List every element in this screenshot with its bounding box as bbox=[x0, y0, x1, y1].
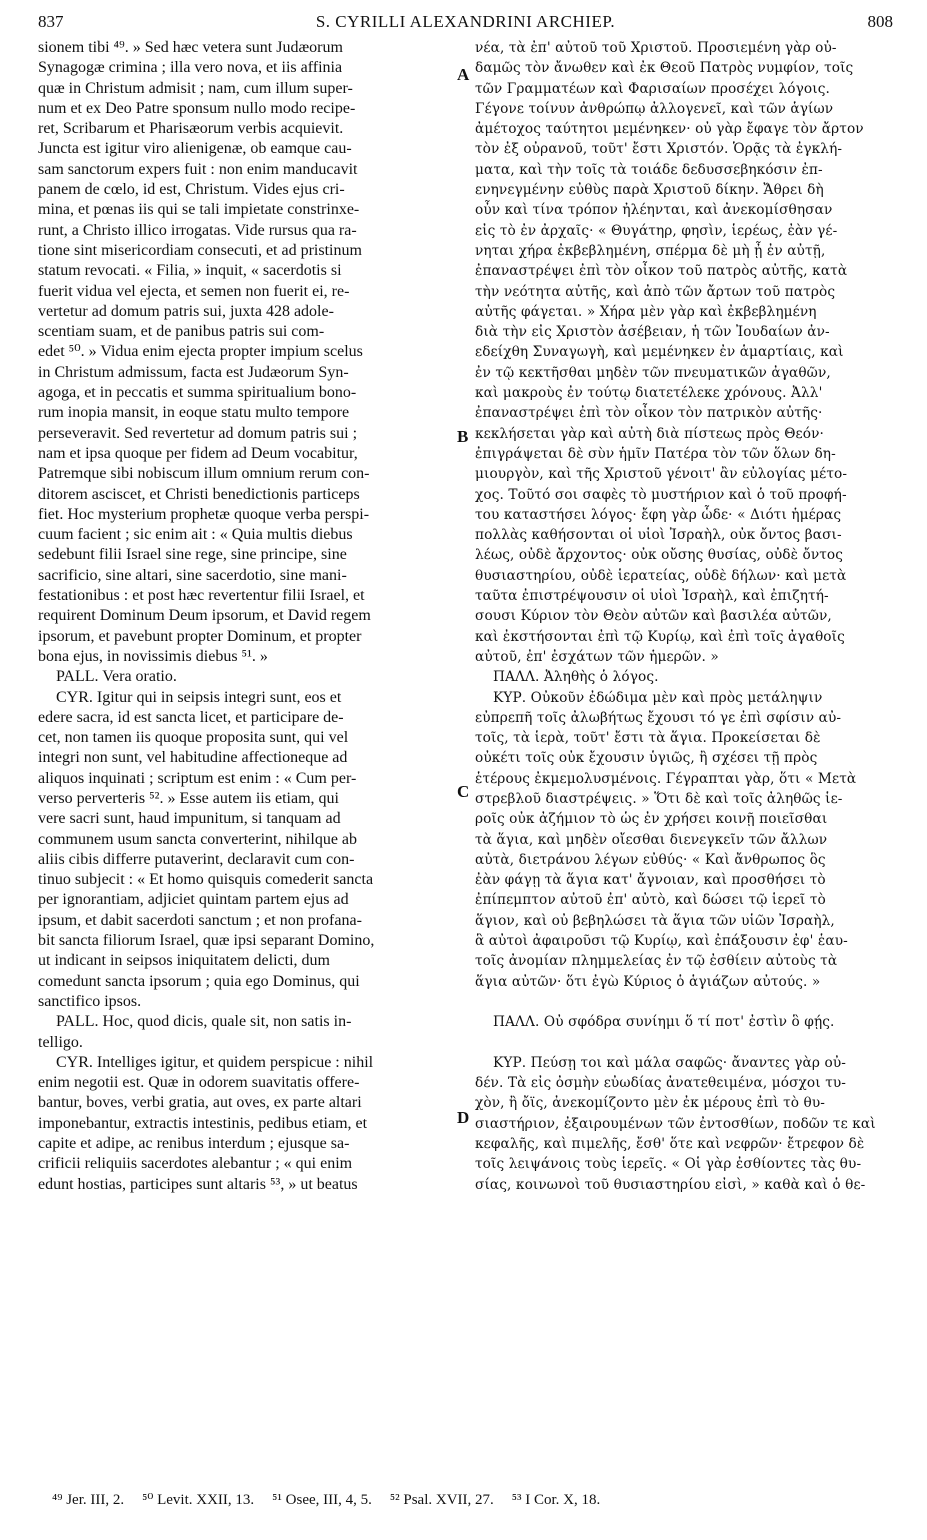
text-line: aliis cibis differre putaverint, declaravit cum con- bbox=[38, 850, 355, 868]
text-line: CYR. Intelliges igitur, et quidem perspicue : nihil bbox=[56, 1053, 374, 1071]
text-line: λέως, οὐδὲ ἄρχοντος· οὐκ οὔσης θυσίας, οὐδὲ ὄντος bbox=[475, 547, 844, 564]
text-line: τὰ ἅγια, καὶ μηδὲν οἴεσθαι διενεγκεῖν τῶν ἄλλων bbox=[475, 831, 828, 848]
text-line: ροῖς οὐκ ἀζήμιον τὸ ὡς ἐν χρήσει κοινῇ ποιεῖσθαι bbox=[475, 811, 828, 828]
text-line: tione sint misericordiam consecuti, et ad pristinum bbox=[38, 241, 362, 259]
text-line: Synagogæ crimina ; illa vero nova, et iis affinia bbox=[38, 59, 343, 77]
text-line: νέα, τὰ ἐπ' αὐτοῦ τοῦ Χριστοῦ. Προσιεμένη γὰρ οὐ- bbox=[475, 40, 837, 56]
page-header bbox=[38, 12, 893, 38]
text-line: ἐπαναστρέψει ἐπὶ τὸν οἶκον τοῦ πατρὸς αὐτῆς, κατὰ bbox=[475, 263, 848, 280]
text-line: verso perverteris ⁵². » Esse autem iis etiam, qui bbox=[38, 789, 339, 807]
text-line: πολλὰς καθήσονται οἱ υἱοὶ Ἰσραὴλ, οὐκ ὄντος βασι- bbox=[475, 527, 842, 544]
footnote: ⁵¹ Osee, III, 4, 5. bbox=[272, 1492, 372, 1508]
text-line: ipsorum, et pavebunt propter Dominum, et propter bbox=[38, 627, 362, 645]
text-line: αὐτοῦ, ἐπ' ἐσχάτων τῶν ἡμερῶν. » bbox=[475, 648, 719, 665]
text-line: sacrificio, sine altari, sine sacerdotio, sine mani- bbox=[38, 566, 347, 584]
text-line: ματα, καὶ τὴν τοῖς τὰ τοιάδε δεδυσσεβηκόσιν ἐπ- bbox=[475, 161, 823, 178]
text-line: per ignorantiam, adjiciet quintam partem ejus ad bbox=[38, 891, 349, 909]
text-line: CYR. Igitur qui in seipsis integri sunt, eos et bbox=[56, 688, 342, 706]
text-line: αὐτὰ, διετράνου λέγων εὐθύς· « Καὶ ἄνθρωπος ὃς bbox=[475, 851, 826, 868]
text-line: ipsum, et dabit sacerdoti sanctum ; et non profana- bbox=[38, 911, 362, 929]
text-line: edunt hostias, participes sunt altaris ⁵³, » ut beatus bbox=[38, 1175, 358, 1193]
text-line: ἐὰν φάγῃ τὰ ἅγια κατ' ἄγνοιαν, καὶ προσθήσει τὸ bbox=[475, 872, 826, 889]
text-line: fuerit vidua vel ejecta, et semen non fuerit ei, re- bbox=[38, 282, 350, 300]
text-line: ΠΑΛΛ. Οὐ σφόδρα συνίημι ὅ τί ποτ' ἐστὶν ὃ φῄς. bbox=[493, 1014, 835, 1031]
text-line: capite et adipe, ac renibus interdum ; ejusque sa- bbox=[38, 1135, 350, 1153]
text-line: τῶν Γραμματέων καὶ Φαρισαίων προσέχει λόγοις. bbox=[475, 80, 830, 97]
text-line: edere sacra, id est sancta licet, et participare de- bbox=[38, 708, 344, 726]
text-line: sanctifico ipsos. bbox=[38, 992, 142, 1010]
text-line: ἅγιον, καὶ οὐ βεβηλώσει τὰ ἅγια τῶν υἱῶν Ἰσραὴλ, bbox=[475, 912, 835, 929]
footnote: ⁵² Psal. XVII, 27. bbox=[389, 1492, 494, 1508]
text-line: telligo. bbox=[38, 1033, 83, 1051]
footnote: ⁵⁰ Levit. XXII, 13. bbox=[142, 1492, 255, 1508]
margin-letter-a: A bbox=[457, 65, 470, 84]
text-line bbox=[475, 1033, 895, 1053]
text-line: τοῖς λειψάνοις τοὺς ἱερεῖς. « Οἱ γὰρ ἐσθίοντες τὰς θυ- bbox=[475, 1156, 862, 1173]
text-line: vertetur ad domum patris sui, juxta 428 adole- bbox=[38, 302, 334, 320]
text-line: σιαστήριον, ἐξαιρουμένων τῶν ἐντοσθίων, ποδῶν τε καὶ bbox=[475, 1115, 876, 1132]
text-line: PALL. Vera oratio. bbox=[56, 668, 177, 686]
text-line: ΚΥΡ. Οὐκοῦν ἐδώδιμα μὲν καὶ πρὸς μετάληψιν bbox=[493, 689, 823, 706]
latin-column bbox=[38, 38, 456, 1195]
text-line: comedunt sancta ipsorum ; quia ego Dominus, qui bbox=[38, 972, 360, 990]
text-line: statum revocati. « Filia, » inquit, « sacerdotis si bbox=[38, 262, 342, 280]
text-line: sedebunt filii Israel sine rege, sine principe, sine bbox=[38, 546, 347, 564]
greek-column bbox=[475, 38, 895, 1195]
text-line: ut indicant in seipsos iniquitatem delicti, dum bbox=[38, 952, 330, 970]
text-line: Juncta est igitur viro alienigenæ, ob eamque cau- bbox=[38, 140, 352, 158]
text-line: νηται χήρα ἐκβεβλημένη, σπέρμα δὲ μὴ ᾖ ἐν αὐτῇ, bbox=[475, 242, 826, 259]
text-line: ενηνεγμένην εὐθὺς παρὰ Χριστοῦ δίκην. Ἄθρει δὴ bbox=[475, 182, 824, 199]
text-line: ἃ αὐτοὶ ἀφαιροῦσι τῷ Κυρίῳ, καὶ ἐπάξουσιν ἐφ' ἑαυ- bbox=[475, 933, 848, 950]
text-line: δέν. Τὰ εἰς ὀσμὴν εὐωδίας ἀνατεθειμένα, μόσχοι τυ- bbox=[475, 1075, 847, 1092]
text-line: bona ejus, in novissimis diebus ⁵¹. » bbox=[38, 647, 268, 665]
text-line: aliquos inquinati ; scriptum est enim : « Cum per- bbox=[38, 769, 357, 787]
text-line: ἀμέτοχος ταύτητοι μεμένηκεν· οὐ γὰρ ἔφαγε τὸν ἄρτον bbox=[475, 121, 864, 138]
text-line: bit sancta filiorum Israel, quæ ipsi separant Domino, bbox=[38, 932, 375, 950]
text-line: στρεβλοῦ διαστρέψεις. » Ὅτι δὲ καὶ τοῖς ἀληθῶς ἱε- bbox=[475, 790, 843, 807]
text-line: τὴν νεότητα αὐτῆς, καὶ ἀπὸ τῶν ἄρτων τοῦ πατρὸς bbox=[475, 283, 836, 300]
text-line: festationibus : et post hæc revertentur filii Israel, et bbox=[38, 587, 365, 605]
text-line: καὶ ἐκστήσονται ἐπὶ τῷ Κυρίῳ, καὶ ἐπὶ τοῖς ἀγαθοῖς bbox=[475, 628, 845, 645]
text-line: PALL. Hoc, quod dicis, quale sit, non satis in- bbox=[56, 1013, 352, 1031]
text-line: sionem tibi ⁴⁹. » Sed hæc vetera sunt Judæorum bbox=[38, 39, 343, 56]
text-line: num et ex Deo Patre sponsum nullo modo recipe- bbox=[38, 99, 356, 117]
text-line: edet ⁵⁰. » Vidua enim ejecta propter impium scelus bbox=[38, 343, 363, 361]
text-line: tinuo subjecit : « Et homo quisquis comederit sancta bbox=[38, 871, 374, 889]
text-line: διὰ τὴν εἰς Χριστὸν ἀσέβειαν, ἡ τῶν Ἰουδαίων ἀν- bbox=[475, 324, 830, 341]
text-line: in Christum admissum, facta est Judæorum Syn- bbox=[38, 363, 349, 381]
text-line: runt, a Christo illico irrogatas. Vide rursus qua ra- bbox=[38, 221, 357, 239]
text-line: fiet. Hoc mysterium prophetæ quoque verba perspi- bbox=[38, 505, 370, 523]
text-line bbox=[475, 992, 895, 1012]
text-line: nam et ipsa quoque per fidem ad Deum vocabitur, bbox=[38, 444, 358, 462]
text-line: ταῦτα ἐπιστρέψουσιν οἱ υἱοὶ Ἰσραὴλ, καὶ ἐπιζητή- bbox=[475, 588, 829, 605]
margin-letter-d: D bbox=[457, 1108, 470, 1127]
text-line: καὶ μακροὺς ἐν τούτῳ διατετέλεκε χρόνους. Ἀλλ' bbox=[475, 385, 823, 402]
text-line: τοῖς ἀνομίαν πλημμελείας ἐν τῷ ἐσθίειν αὐτοὺς τὰ bbox=[475, 953, 838, 970]
text-line: integri non sunt, vel habitudine affectioneque ad bbox=[38, 749, 348, 767]
page-number-left: 837 bbox=[38, 12, 64, 31]
text-line: θυσιαστηρίου, οὐδὲ ἱερατείας, οὐδὲ δήλων· καὶ μετὰ bbox=[475, 567, 847, 584]
text-line: imponebantur, extractis intestinis, pedibus etiam, et bbox=[38, 1114, 368, 1132]
text-line: τὸν ἐξ οὐρανοῦ, τοῦτ' ἔστι Χριστόν. Ὁρᾷς τὰ ἐγκλή- bbox=[475, 141, 843, 158]
text-line: ἐπιγράψεται δὲ σὺν ἡμῖν Πατέρα τὸν τῶν ὅλων δη- bbox=[475, 445, 836, 462]
text-line: rum inopia mansit, in eoque statu multo tempore bbox=[38, 404, 350, 422]
text-line: Γέγονε τοίνυν ἀνθρώπῳ ἀλλογενεῖ, καὶ τῶν ἁγίων bbox=[475, 100, 834, 117]
text-line: enim negotii est. Quæ in odorem suavitatis offere- bbox=[38, 1074, 360, 1092]
text-line: sam sanctorum expers fuit : non enim manducavit bbox=[38, 160, 358, 178]
text-line: κεφαλῆς, καὶ πιμελῆς, ἔσθ' ὅτε καὶ νεφρῶν· ἔτρεφον δὲ bbox=[475, 1136, 865, 1153]
text-line: ΠΑΛΛ. Ἀληθὴς ὁ λόγος. bbox=[493, 669, 659, 686]
running-title: S. CYRILLI ALEXANDRINI ARCHIEP. bbox=[315, 12, 616, 31]
text-line: αὐτῆς φάγεται. » Χήρα μὲν γὰρ καὶ ἐκβεβλημένη bbox=[475, 303, 817, 320]
text-line: communem usum sancta converterint, nihilque ab bbox=[38, 830, 358, 848]
text-line: εὐπρεπῆ τοῖς ἀλωβήτως ἔχουσι τό γε ἐπὶ σφίσιν αὐ- bbox=[475, 709, 842, 726]
text-line: mina, et pœnas iis qui se tali impietate constrinxe- bbox=[38, 201, 360, 219]
text-line: requirent Dominum Deum ipsorum, et David regem bbox=[38, 607, 371, 625]
text-line: ΚΥΡ. Πεύσῃ τοι καὶ μάλα σαφῶς· ἄναντες γὰρ οὐ- bbox=[493, 1054, 846, 1071]
footnotes bbox=[52, 1490, 872, 1509]
text-line: κεκλήσεται γὰρ καὶ αὐτὴ διὰ πίστεως πρὸς Θεόν· bbox=[475, 425, 824, 442]
text-line: ditorem asciscet, et Christi benedictionis particeps bbox=[38, 485, 360, 503]
text-line: τοῖς, τὰ ἱερὰ, τοῦτ' ἔστι τὰ ἅγια. Προκείσεται δὲ bbox=[475, 730, 821, 747]
text-line: crificii reliquiis sacerdotes alebantur ; « qui enim bbox=[38, 1155, 353, 1173]
text-line: ret, Scribarum et Pharisæorum verbis acquievit. bbox=[38, 120, 344, 138]
text-line: cet, non tamen iis quoque proposita sunt, qui vel bbox=[38, 729, 349, 747]
text-line: σίας, κοινωνοὶ τοῦ θυσιαστηρίου εἰσὶ, » καθὰ καὶ ὁ θε- bbox=[475, 1176, 866, 1193]
text-line: ἐν τῷ κεκτῆσθαι μηδὲν τῶν πνευματικῶν ἀγαθῶν, bbox=[475, 364, 831, 381]
text-line: scentiam suam, et de panibus patris sui com- bbox=[38, 323, 325, 341]
margin-letter-c: C bbox=[457, 782, 470, 801]
text-line: δαμῶς τὸν ἄνωθεν καὶ ἐκ Θεοῦ Πατρὸς νυμφίον, τοῖς bbox=[475, 60, 854, 77]
text-line: agoga, et in peccatis et summa spiritualium bono- bbox=[38, 384, 357, 402]
text-line: ἑτέρους ἐκμεμολυσμένοις. Γέγραπται γὰρ, ὅτι « Μετὰ bbox=[475, 770, 857, 787]
text-line: μιουργὸν, καὶ τῆς Χριστοῦ γένοιτ' ἂν εὐλογίας μέτο- bbox=[475, 466, 848, 483]
footnote: ⁴⁹ Jer. III, 2. bbox=[52, 1492, 125, 1508]
margin-letter-b: B bbox=[457, 427, 469, 446]
text-line: panem de cœlo, id est, Christum. Vides ejus cri- bbox=[38, 181, 345, 199]
text-line: bantur, boves, verbi gratia, aut oves, ex parte altari bbox=[38, 1094, 362, 1112]
text-line: οὖν καὶ τίνα τρόπον ἠλέηνται, καὶ ἀνεκομίσθησαν bbox=[475, 202, 833, 219]
text-line: οὐκέτι τοῖς οὐκ ἔχουσιν ὑγιῶς, ἢ σχέσει τῇ πρὸς bbox=[475, 750, 818, 767]
text-line: χος. Τοῦτό σοι σαφὲς τὸ μυστήριον καὶ ὁ τοῦ προφή- bbox=[475, 486, 847, 503]
text-line: σουσι Κύριον τὸν Θεὸν αὐτῶν καὶ βασιλέα αὐτῶν, bbox=[475, 608, 832, 625]
text-line: ἐπαναστρέψει ἐπὶ τὸν οἶκον τὸν πατρικὸν αὐτῆς· bbox=[475, 405, 823, 422]
text-line: του καταστήσει λόγος· ἔφη γὰρ ὧδε· « Διότι ἡμέρας bbox=[475, 506, 842, 523]
text-line: εἰς τὸ ἐν ἀρχαῖς· « Θυγάτηρ, φησὶν, ἱερέως, ἐὰν γέ- bbox=[475, 222, 838, 239]
text-line: cuum facient ; sic enim ait : « Quia multis diebus bbox=[38, 526, 353, 544]
text-line: perseveravit. Sed revertetur ad domum patris sui ; bbox=[38, 424, 358, 442]
page-number-right: 808 bbox=[867, 12, 893, 31]
text-line: ἅγια αὐτῶν· ὅτι ἐγὼ Κύριος ὁ ἁγιάζων αὐτούς. » bbox=[475, 973, 821, 990]
text-line: quæ in Christum admisit ; nam, cum illum super- bbox=[38, 79, 353, 97]
text-line: χὸν, ἢ ὄϊς, ἀνεκομίζοντο μὲν ἐκ μέρους ἐπὶ τὸ θυ- bbox=[475, 1095, 826, 1112]
text-line: ἐπίπεμπτον αὐτοῦ ἐπ' αὐτὸ, καὶ δώσει τῷ ἱερεῖ τὸ bbox=[475, 892, 826, 909]
text-line: εδείχθη Συναγωγὴ, καὶ μεμένηκεν ἐν ἁμαρτίαις, καὶ bbox=[475, 344, 844, 361]
text-line: Patremque sibi nobiscum illum omnium rerum con- bbox=[38, 465, 370, 483]
footnote: ⁵³ I Cor. X, 18. bbox=[511, 1492, 601, 1508]
text-line: vere sacri sunt, haud impunitum, si tanquam ad bbox=[38, 810, 341, 828]
